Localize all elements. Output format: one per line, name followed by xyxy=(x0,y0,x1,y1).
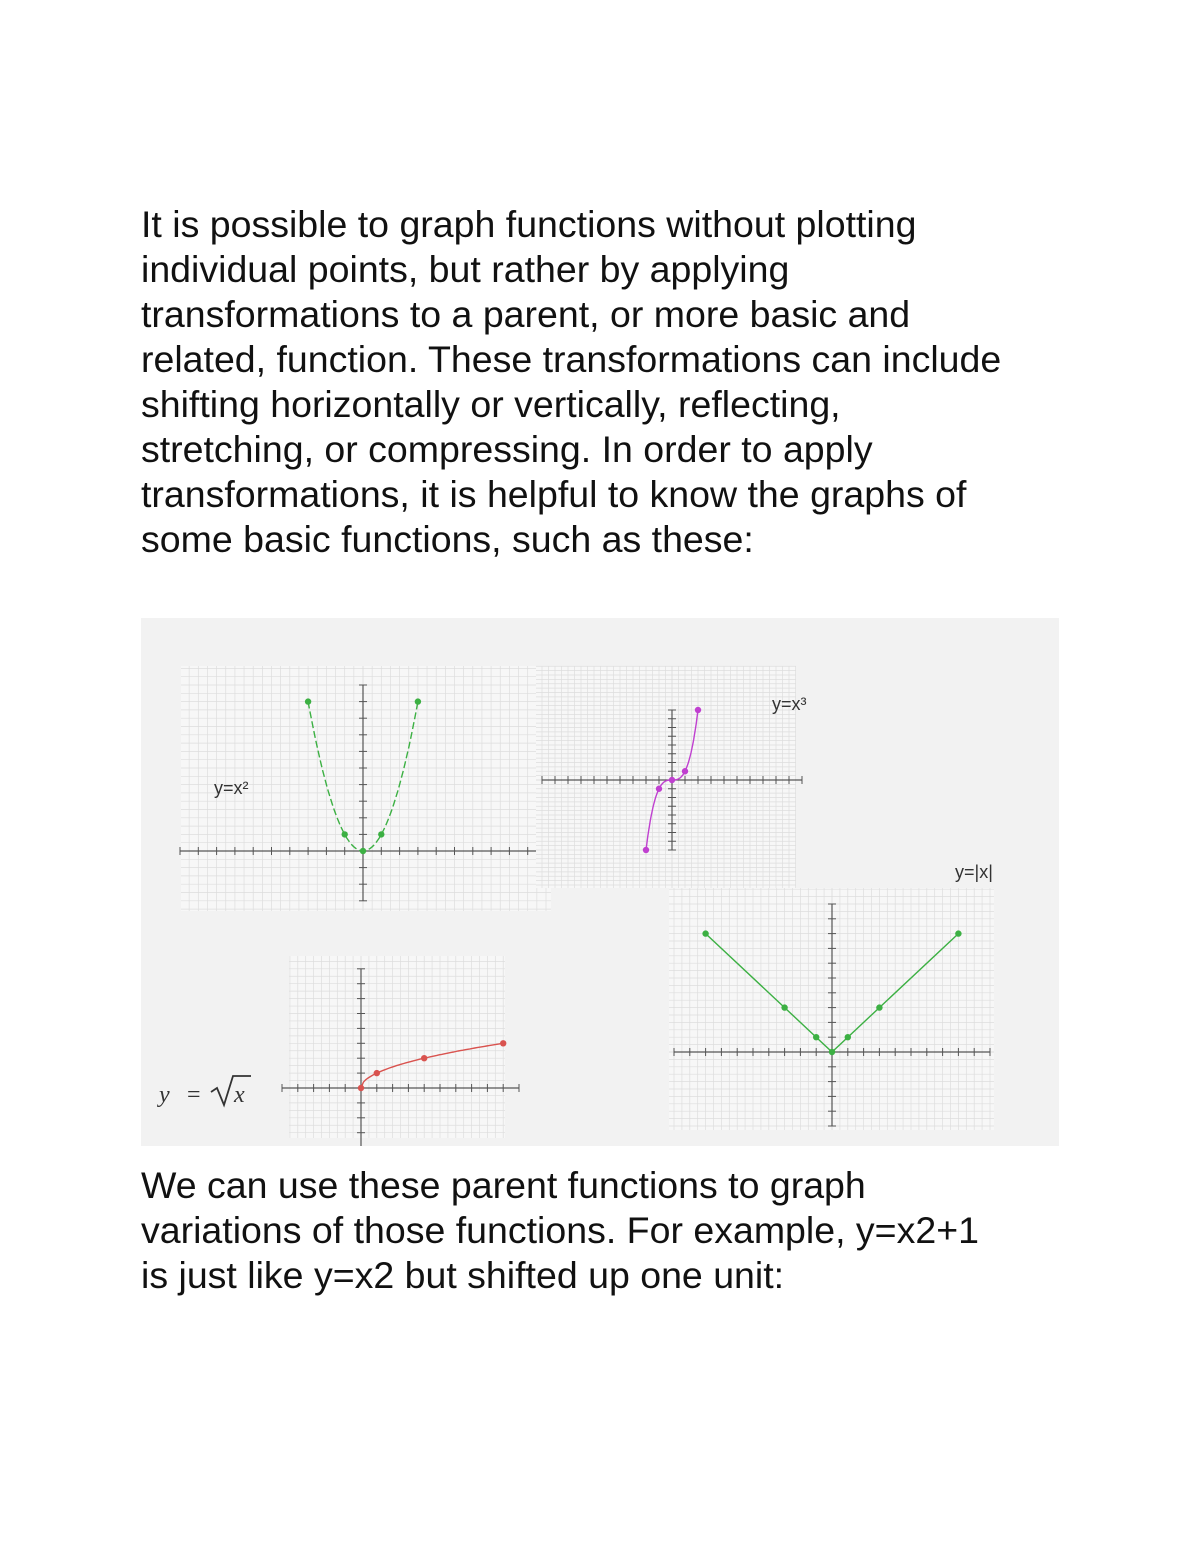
data-point xyxy=(669,777,675,783)
abs-graph xyxy=(669,888,994,1130)
data-point xyxy=(358,1085,364,1091)
text-line: transformations, it is helpful to know the graphs of xyxy=(141,473,967,515)
text-line: stretching, or compressing. In order to apply xyxy=(141,428,873,470)
text-line: shifting horizontally or vertically, reflecting, xyxy=(141,383,841,425)
data-point xyxy=(845,1034,851,1040)
data-point xyxy=(682,768,688,774)
data-point xyxy=(305,698,311,704)
text-line: is just like y=x2 but shifted up one unit: xyxy=(141,1254,785,1296)
data-point xyxy=(702,930,708,936)
data-point xyxy=(374,1070,380,1076)
abs-label: y=|x| xyxy=(955,862,993,882)
data-point xyxy=(500,1040,506,1046)
sqrt-label-y: y xyxy=(159,1082,170,1108)
data-point xyxy=(421,1055,427,1061)
data-point xyxy=(342,831,348,837)
data-point xyxy=(876,1004,882,1010)
text-line: It is possible to graph functions without plotting xyxy=(141,203,917,245)
data-point xyxy=(656,786,662,792)
quadratic-label: y=x² xyxy=(214,778,249,798)
text-line: individual points, but rather by applying xyxy=(141,248,790,290)
intro-paragraph xyxy=(141,202,1081,562)
followup-paragraph xyxy=(141,1163,1081,1298)
data-point xyxy=(813,1034,819,1040)
data-point xyxy=(695,707,701,713)
sqrt-graph xyxy=(282,956,519,1146)
text-line: related, function. These transformations can include xyxy=(141,338,1002,380)
sqrt-label-x: x xyxy=(234,1082,245,1108)
cubic-label: y=x³ xyxy=(772,694,807,714)
data-point xyxy=(955,930,961,936)
parent-functions-figure xyxy=(141,618,1059,1146)
text-line: We can use these parent functions to graph xyxy=(141,1164,866,1206)
data-point xyxy=(781,1004,787,1010)
cubic-graph xyxy=(536,666,802,888)
text-line: variations of those functions. For example, y=x2+1 xyxy=(141,1209,979,1251)
sqrt-label-equals: = xyxy=(187,1082,201,1108)
text-line: transformations to a parent, or more basic and xyxy=(141,293,911,335)
text-line: some basic functions, such as these: xyxy=(141,518,754,560)
data-point xyxy=(378,831,384,837)
data-point xyxy=(360,848,366,854)
data-point xyxy=(829,1049,835,1055)
data-point xyxy=(415,698,421,704)
data-point xyxy=(643,847,649,853)
